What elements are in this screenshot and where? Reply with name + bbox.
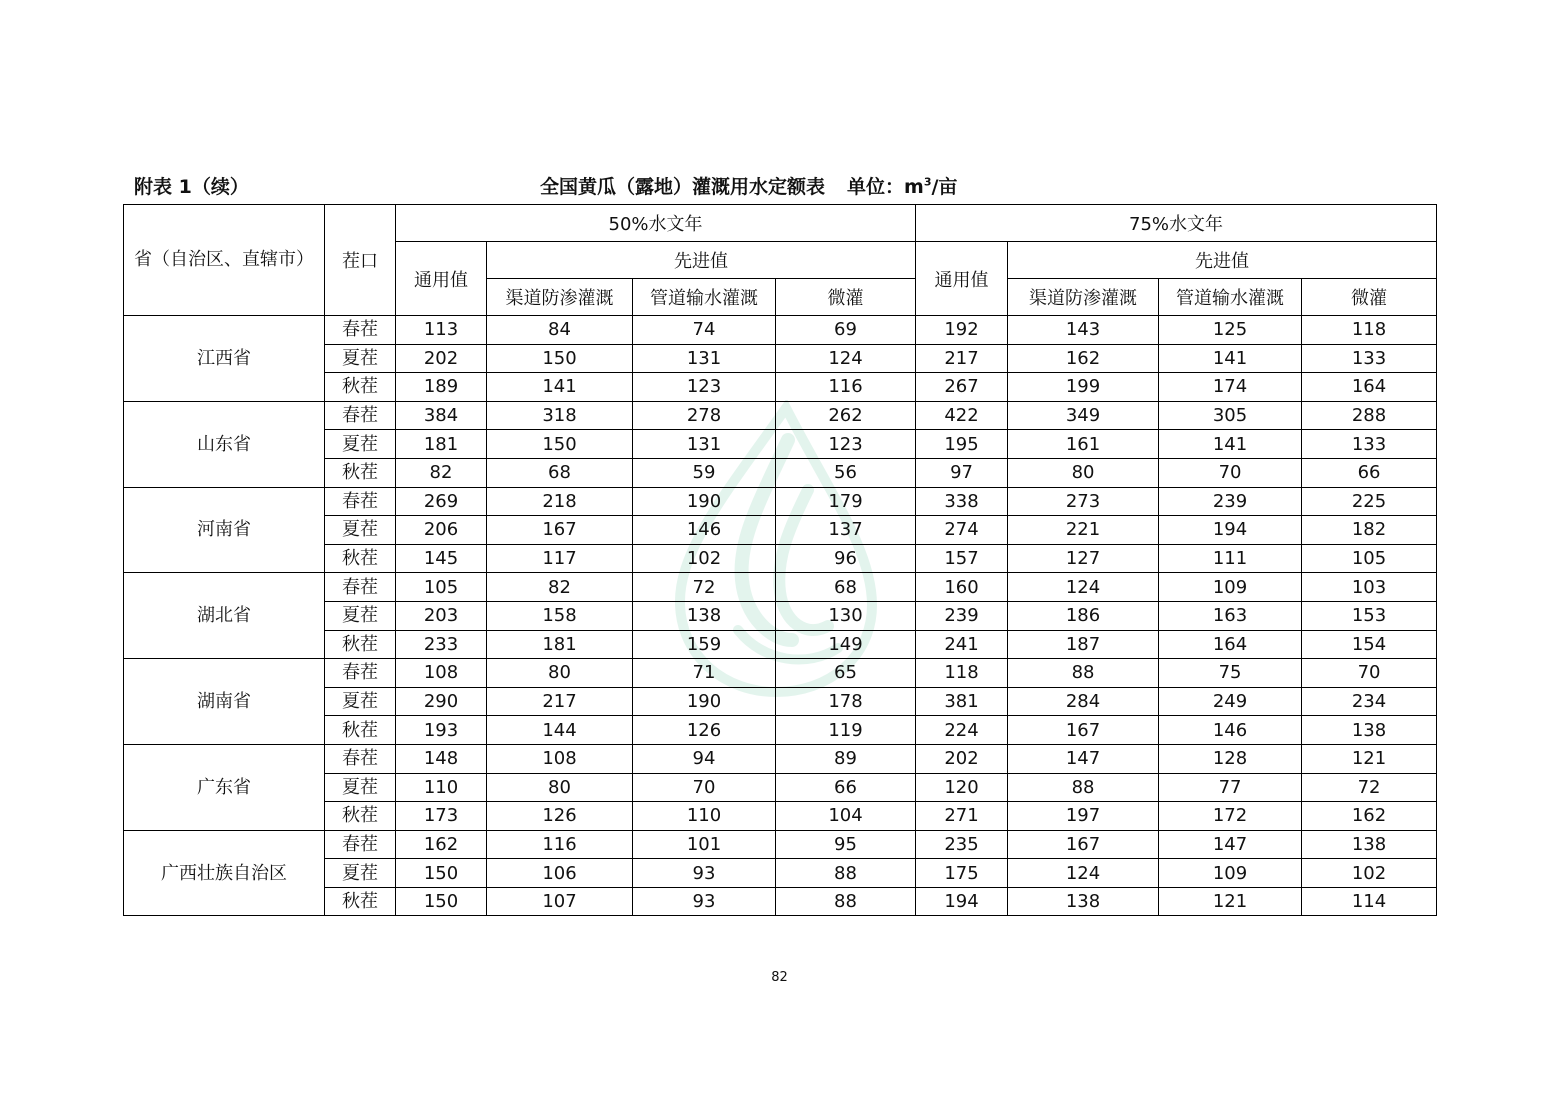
- value-cell: 111: [1159, 544, 1302, 573]
- value-cell: 271: [916, 802, 1008, 831]
- value-cell: 163: [1159, 601, 1302, 630]
- value-cell: 103: [1302, 573, 1437, 602]
- value-cell: 82: [487, 573, 633, 602]
- value-cell: 150: [487, 430, 633, 459]
- value-cell: 66: [1302, 458, 1437, 487]
- col-header-micro-75: 微灌: [1302, 279, 1437, 316]
- province-cell: 江西省: [124, 316, 325, 402]
- value-cell: 274: [916, 516, 1008, 545]
- value-cell: 288: [1302, 401, 1437, 430]
- value-cell: 167: [487, 516, 633, 545]
- season-cell: 秋茬: [325, 544, 396, 573]
- value-cell: 69: [776, 316, 916, 345]
- value-cell: 422: [916, 401, 1008, 430]
- season-cell: 秋茬: [325, 716, 396, 745]
- province-cell: 广西壮族自治区: [124, 830, 325, 916]
- value-cell: 190: [633, 487, 776, 516]
- col-header-general-75: 通用值: [916, 242, 1008, 316]
- province-cell: 湖北省: [124, 573, 325, 659]
- value-cell: 278: [633, 401, 776, 430]
- value-cell: 125: [1159, 316, 1302, 345]
- value-cell: 174: [1159, 373, 1302, 402]
- value-cell: 221: [1008, 516, 1159, 545]
- season-cell: 春茬: [325, 487, 396, 516]
- season-cell: 春茬: [325, 316, 396, 345]
- col-header-canal-75: 渠道防渗灌溉: [1008, 279, 1159, 316]
- season-cell: 夏茬: [325, 773, 396, 802]
- unit-suffix: /亩: [931, 176, 958, 198]
- value-cell: 59: [633, 458, 776, 487]
- value-cell: 172: [1159, 802, 1302, 831]
- value-cell: 241: [916, 630, 1008, 659]
- value-cell: 107: [487, 887, 633, 916]
- value-cell: 141: [487, 373, 633, 402]
- value-cell: 72: [633, 573, 776, 602]
- season-cell: 春茬: [325, 830, 396, 859]
- value-cell: 123: [776, 430, 916, 459]
- season-cell: 春茬: [325, 401, 396, 430]
- value-cell: 70: [633, 773, 776, 802]
- value-cell: 182: [1302, 516, 1437, 545]
- value-cell: 284: [1008, 687, 1159, 716]
- value-cell: 117: [487, 544, 633, 573]
- value-cell: 218: [487, 487, 633, 516]
- value-cell: 162: [396, 830, 487, 859]
- season-cell: 秋茬: [325, 887, 396, 916]
- value-cell: 189: [396, 373, 487, 402]
- value-cell: 161: [1008, 430, 1159, 459]
- value-cell: 88: [1008, 659, 1159, 688]
- value-cell: 192: [916, 316, 1008, 345]
- value-cell: 147: [1159, 830, 1302, 859]
- table-row: [124, 659, 1437, 688]
- season-cell: 夏茬: [325, 430, 396, 459]
- value-cell: 71: [633, 659, 776, 688]
- value-cell: 130: [776, 601, 916, 630]
- value-cell: 108: [487, 744, 633, 773]
- value-cell: 194: [916, 887, 1008, 916]
- value-cell: 116: [776, 373, 916, 402]
- value-cell: 113: [396, 316, 487, 345]
- province-cell: 山东省: [124, 401, 325, 487]
- value-cell: 203: [396, 601, 487, 630]
- value-cell: 124: [776, 344, 916, 373]
- value-cell: 121: [1302, 744, 1437, 773]
- value-cell: 94: [633, 744, 776, 773]
- value-cell: 150: [396, 859, 487, 888]
- value-cell: 133: [1302, 430, 1437, 459]
- unit-label: [847, 176, 957, 198]
- province-cell: 湖南省: [124, 659, 325, 745]
- season-cell: 秋茬: [325, 373, 396, 402]
- season-cell: 夏茬: [325, 859, 396, 888]
- value-cell: 68: [776, 573, 916, 602]
- value-cell: 126: [487, 802, 633, 831]
- value-cell: 187: [1008, 630, 1159, 659]
- table-row: [124, 316, 1437, 345]
- value-cell: 109: [1159, 859, 1302, 888]
- value-cell: 141: [1159, 344, 1302, 373]
- value-cell: 269: [396, 487, 487, 516]
- col-header-pipe-75: 管道输水灌溉: [1159, 279, 1302, 316]
- season-cell: 夏茬: [325, 687, 396, 716]
- value-cell: 95: [776, 830, 916, 859]
- col-header-advanced-75: 先进值: [1008, 242, 1437, 279]
- value-cell: 110: [633, 802, 776, 831]
- value-cell: 190: [633, 687, 776, 716]
- value-cell: 70: [1302, 659, 1437, 688]
- value-cell: 181: [487, 630, 633, 659]
- table-row: [124, 830, 1437, 859]
- table-title-line: [540, 172, 957, 199]
- value-cell: 175: [916, 859, 1008, 888]
- season-cell: 夏茬: [325, 344, 396, 373]
- value-cell: 118: [916, 659, 1008, 688]
- value-cell: 239: [916, 601, 1008, 630]
- value-cell: 124: [1008, 859, 1159, 888]
- col-header-micro-50: 微灌: [776, 279, 916, 316]
- value-cell: 146: [1159, 716, 1302, 745]
- col-header-advanced-50: 先进值: [487, 242, 916, 279]
- value-cell: 154: [1302, 630, 1437, 659]
- value-cell: 217: [487, 687, 633, 716]
- value-cell: 96: [776, 544, 916, 573]
- value-cell: 150: [396, 887, 487, 916]
- province-cell: 河南省: [124, 487, 325, 573]
- value-cell: 173: [396, 802, 487, 831]
- value-cell: 138: [1008, 887, 1159, 916]
- value-cell: 105: [396, 573, 487, 602]
- value-cell: 138: [633, 601, 776, 630]
- value-cell: 381: [916, 687, 1008, 716]
- value-cell: 167: [1008, 716, 1159, 745]
- value-cell: 131: [633, 430, 776, 459]
- value-cell: 239: [1159, 487, 1302, 516]
- season-cell: 春茬: [325, 573, 396, 602]
- unit-superscript: 3: [923, 175, 932, 189]
- value-cell: 160: [916, 573, 1008, 602]
- value-cell: 89: [776, 744, 916, 773]
- province-cell: 广东省: [124, 744, 325, 830]
- value-cell: 206: [396, 516, 487, 545]
- value-cell: 384: [396, 401, 487, 430]
- value-cell: 102: [633, 544, 776, 573]
- col-header-general-50: 通用值: [396, 242, 487, 316]
- table-body: [124, 316, 1437, 916]
- value-cell: 114: [1302, 887, 1437, 916]
- value-cell: 318: [487, 401, 633, 430]
- value-cell: 141: [1159, 430, 1302, 459]
- value-cell: 178: [776, 687, 916, 716]
- value-cell: 97: [916, 458, 1008, 487]
- value-cell: 65: [776, 659, 916, 688]
- season-cell: 春茬: [325, 659, 396, 688]
- col-header-pipe-50: 管道输水灌溉: [633, 279, 776, 316]
- value-cell: 217: [916, 344, 1008, 373]
- value-cell: 133: [1302, 344, 1437, 373]
- value-cell: 80: [487, 773, 633, 802]
- value-cell: 84: [487, 316, 633, 345]
- table-row: [124, 573, 1437, 602]
- value-cell: 167: [1008, 830, 1159, 859]
- value-cell: 126: [633, 716, 776, 745]
- value-cell: 195: [916, 430, 1008, 459]
- value-cell: 82: [396, 458, 487, 487]
- unit-prefix: 单位：m: [847, 176, 924, 198]
- season-cell: 夏茬: [325, 516, 396, 545]
- value-cell: 194: [1159, 516, 1302, 545]
- value-cell: 150: [487, 344, 633, 373]
- value-cell: 75: [1159, 659, 1302, 688]
- value-cell: 147: [1008, 744, 1159, 773]
- value-cell: 305: [1159, 401, 1302, 430]
- value-cell: 290: [396, 687, 487, 716]
- value-cell: 128: [1159, 744, 1302, 773]
- value-cell: 108: [396, 659, 487, 688]
- season-cell: 夏茬: [325, 601, 396, 630]
- col-header-year50: 50%水文年: [396, 205, 916, 242]
- value-cell: 88: [1008, 773, 1159, 802]
- value-cell: 124: [1008, 573, 1159, 602]
- value-cell: 144: [487, 716, 633, 745]
- value-cell: 273: [1008, 487, 1159, 516]
- value-cell: 56: [776, 458, 916, 487]
- page-number: 82: [771, 970, 788, 985]
- table-row: [124, 744, 1437, 773]
- season-cell: 春茬: [325, 744, 396, 773]
- value-cell: 137: [776, 516, 916, 545]
- value-cell: 109: [1159, 573, 1302, 602]
- value-cell: 123: [633, 373, 776, 402]
- value-cell: 116: [487, 830, 633, 859]
- value-cell: 70: [1159, 458, 1302, 487]
- value-cell: 225: [1302, 487, 1437, 516]
- value-cell: 338: [916, 487, 1008, 516]
- table-row: [124, 401, 1437, 430]
- value-cell: 143: [1008, 316, 1159, 345]
- value-cell: 149: [776, 630, 916, 659]
- value-cell: 159: [633, 630, 776, 659]
- value-cell: 202: [396, 344, 487, 373]
- value-cell: 233: [396, 630, 487, 659]
- value-cell: 157: [916, 544, 1008, 573]
- season-cell: 秋茬: [325, 458, 396, 487]
- value-cell: 186: [1008, 601, 1159, 630]
- value-cell: 131: [633, 344, 776, 373]
- irrigation-quota-table: [123, 204, 1437, 916]
- value-cell: 138: [1302, 830, 1437, 859]
- value-cell: 262: [776, 401, 916, 430]
- table-title: 全国黄瓜（露地）灌溉用水定额表: [540, 176, 826, 198]
- value-cell: 197: [1008, 802, 1159, 831]
- value-cell: 66: [776, 773, 916, 802]
- value-cell: 162: [1302, 802, 1437, 831]
- value-cell: 101: [633, 830, 776, 859]
- value-cell: 193: [396, 716, 487, 745]
- value-cell: 80: [487, 659, 633, 688]
- value-cell: 93: [633, 887, 776, 916]
- value-cell: 118: [1302, 316, 1437, 345]
- value-cell: 162: [1008, 344, 1159, 373]
- value-cell: 153: [1302, 601, 1437, 630]
- season-cell: 秋茬: [325, 630, 396, 659]
- value-cell: 349: [1008, 401, 1159, 430]
- value-cell: 181: [396, 430, 487, 459]
- value-cell: 120: [916, 773, 1008, 802]
- value-cell: 74: [633, 316, 776, 345]
- value-cell: 121: [1159, 887, 1302, 916]
- value-cell: 148: [396, 744, 487, 773]
- value-cell: 106: [487, 859, 633, 888]
- value-cell: 88: [776, 859, 916, 888]
- value-cell: 164: [1302, 373, 1437, 402]
- value-cell: 145: [396, 544, 487, 573]
- value-cell: 267: [916, 373, 1008, 402]
- value-cell: 110: [396, 773, 487, 802]
- value-cell: 146: [633, 516, 776, 545]
- value-cell: 77: [1159, 773, 1302, 802]
- col-header-year75: 75%水文年: [916, 205, 1437, 242]
- value-cell: 68: [487, 458, 633, 487]
- value-cell: 104: [776, 802, 916, 831]
- value-cell: 72: [1302, 773, 1437, 802]
- value-cell: 88: [776, 887, 916, 916]
- value-cell: 224: [916, 716, 1008, 745]
- value-cell: 158: [487, 601, 633, 630]
- value-cell: 249: [1159, 687, 1302, 716]
- value-cell: 127: [1008, 544, 1159, 573]
- value-cell: 102: [1302, 859, 1437, 888]
- season-cell: 秋茬: [325, 802, 396, 831]
- value-cell: 235: [916, 830, 1008, 859]
- value-cell: 80: [1008, 458, 1159, 487]
- header-row-1: [124, 205, 1437, 242]
- table-row: [124, 487, 1437, 516]
- col-header-season: 茬口: [325, 205, 396, 316]
- value-cell: 234: [1302, 687, 1437, 716]
- value-cell: 105: [1302, 544, 1437, 573]
- appendix-label: 附表 1（续）: [134, 176, 249, 198]
- value-cell: 119: [776, 716, 916, 745]
- value-cell: 138: [1302, 716, 1437, 745]
- value-cell: 199: [1008, 373, 1159, 402]
- value-cell: 93: [633, 859, 776, 888]
- value-cell: 202: [916, 744, 1008, 773]
- col-header-province: 省（自治区、直辖市）: [124, 205, 325, 316]
- value-cell: 164: [1159, 630, 1302, 659]
- value-cell: 179: [776, 487, 916, 516]
- col-header-canal-50: 渠道防渗灌溉: [487, 279, 633, 316]
